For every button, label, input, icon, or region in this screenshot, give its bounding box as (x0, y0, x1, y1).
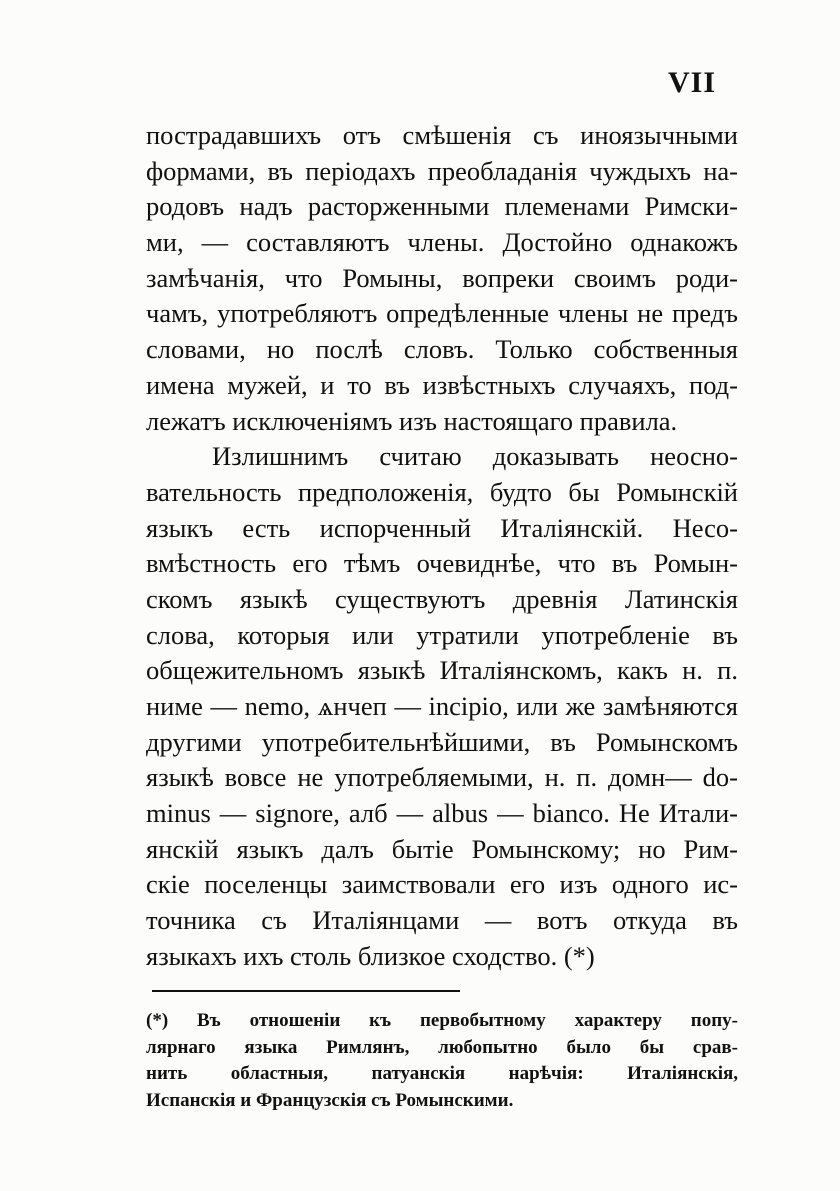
text-line: скомъ языкѣ существуютъ древнія Латинскія (146, 583, 738, 614)
main-text (146, 118, 738, 975)
paragraph-first-line: Излишнимъ считаю доказывать неосно- (212, 441, 738, 472)
footnote-line: нить областныя, патуанскія нарѣчія: Италіянскія, (146, 1063, 738, 1084)
text-line: ми, — составляютъ члены. Достойно однакожъ (146, 227, 738, 258)
text-line: янскій языкъ далъ бытіе Ромынскому; но Рим- (146, 833, 738, 864)
text-line: замѣчанія, что Ромыны, вопреки своимъ роди- (146, 262, 738, 293)
text-line: вмѣстность его тѣмъ очевиднѣе, что въ Ромын- (146, 548, 738, 579)
text-line: языкъ есть испорченный Италіянскій. Несо- (146, 512, 738, 543)
text-line: лежатъ исключеніямъ изъ настоящаго правила. (146, 405, 678, 436)
text-line: словами, но послѣ словъ. Только собственныя (146, 334, 738, 365)
text-line: чамъ, употребляютъ опредѣленные члены не предъ (146, 298, 738, 329)
page-number: VII (668, 66, 717, 99)
text-line: имена мужей, и то въ извѣстныхъ случаяхъ, под- (146, 369, 738, 400)
text-line: общежительномъ языкѣ Италіянскомъ, какъ н. п. (146, 655, 738, 686)
text-line: языкахъ ихъ столь близкое сходство. (*) (146, 940, 595, 971)
text-line: родовъ надъ расторженными племенами Римски- (146, 191, 738, 222)
footnote-line: (*) Въ отношеніи къ первобытному характеру попу- (146, 1010, 738, 1031)
footnote (146, 1008, 738, 1114)
text-line: другими употребительнѣйшими, въ Ромынскомъ (146, 726, 738, 757)
text-line: скіе поселенцы заимствовали его изъ одного ис- (146, 869, 738, 900)
text-line: пострадавшихъ отъ смѣшенія съ иноязычными (146, 120, 738, 150)
text-line: слова, которыя или утратили употребленіе въ (146, 619, 738, 650)
footnote-line: лярнаго языка Римлянъ, любопытно было бы срав- (146, 1036, 738, 1058)
footnote-line: Испанскія и Французскія съ Ромынскими. (146, 1089, 514, 1111)
footnote-divider (152, 990, 460, 992)
text-line: ниме — nemo, ѧнчеп — incipio, или же замѣняются (146, 691, 738, 721)
text-line: языкѣ вовсе не употребляемыми, н. п. домн— do- (146, 762, 738, 793)
text-line: minus — signore, алб — albus — bianco. Не Итали- (146, 798, 738, 829)
text-line: точника съ Италіянцами — вотъ откуда въ (146, 905, 738, 936)
text-line: вательность предположенія, будто бы Ромынскій (146, 476, 738, 507)
text-line: формами, въ періодахъ преобладанія чуждыхъ на- (146, 155, 738, 186)
